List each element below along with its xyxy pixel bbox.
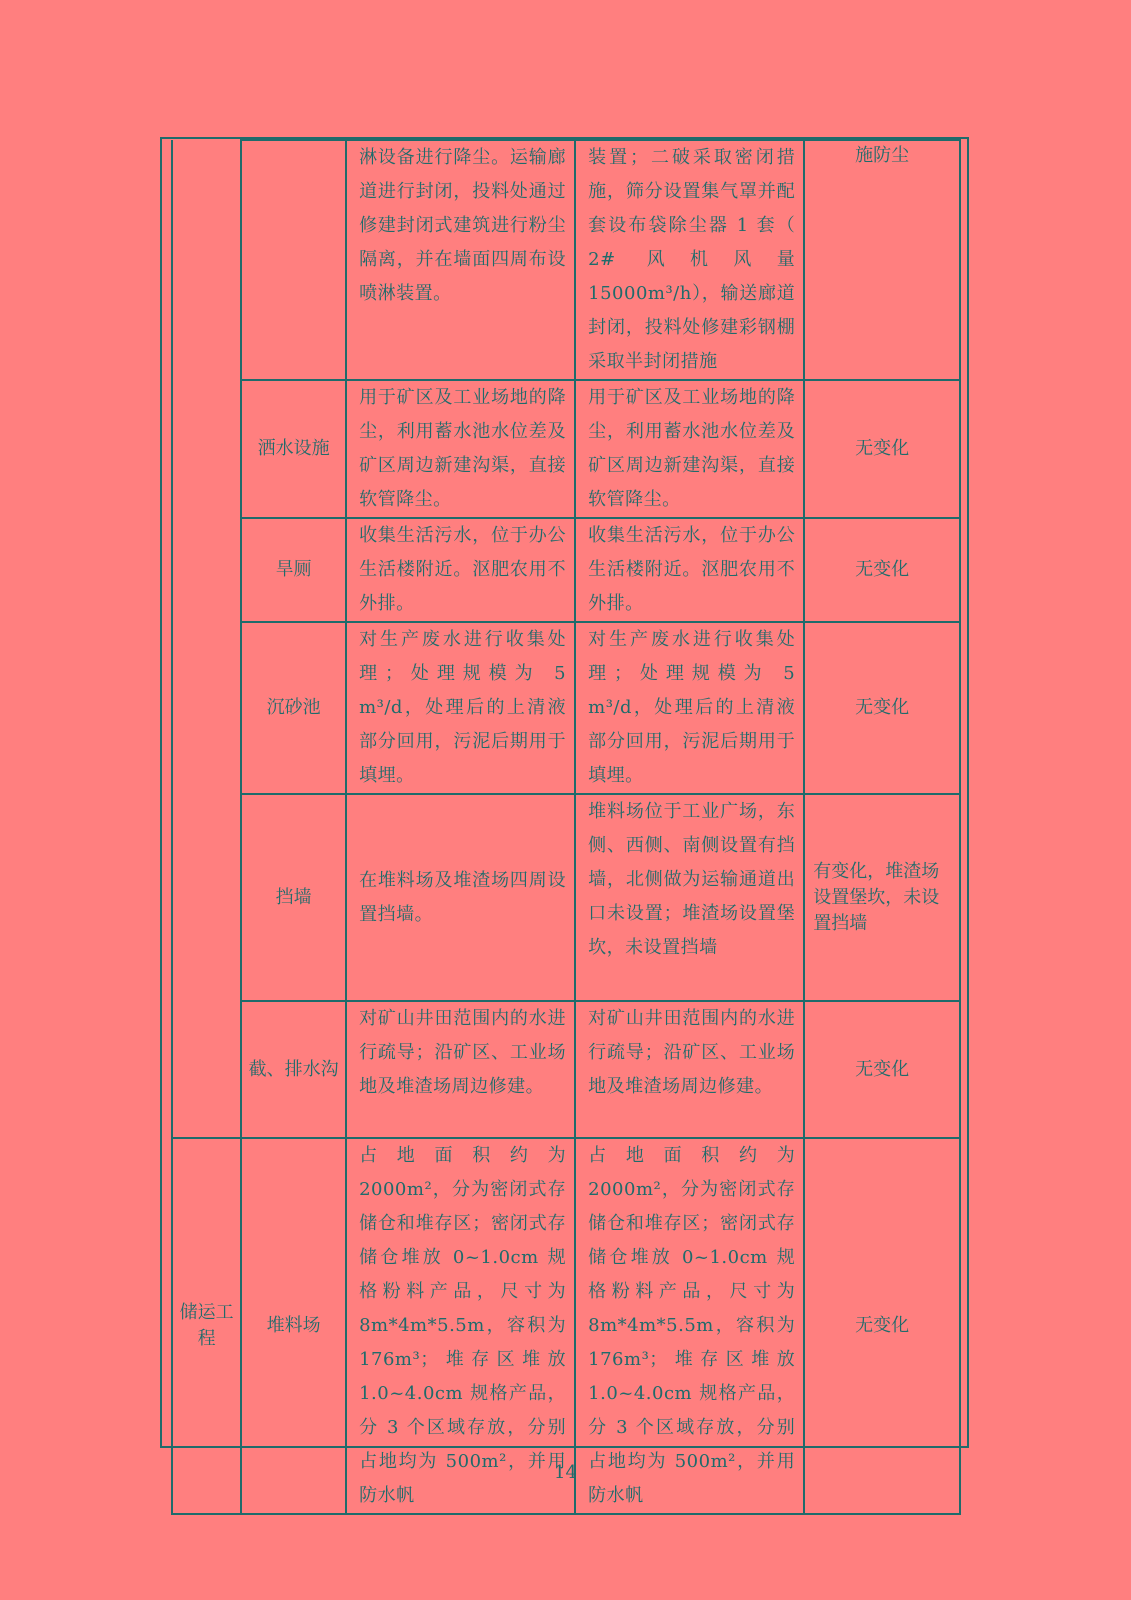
category-cell-environment [172,140,241,1138]
change-cell: 无变化 [804,518,960,622]
item-cell: 洒水设施 [241,380,346,518]
original-cell: 用于矿区及工业场地的降尘，利用蓄水池水位差及矿区周边新建沟渠，直接软管降尘。 [346,380,575,518]
actual-cell: 占地面积约为 2000m²，分为密闭式存储仓和堆存区；密闭式存储仓堆放 0~1.0cm 规格粉料产品，尺寸为 8m*4m*5.5m，容积为 176m³；堆存区堆放 1.0~4.0cm 规格产品，分 3 个区域存放，分别占地均为 500m²，并用防水帆 [575,1138,804,1514]
original-cell: 淋设备进行降尘。运输廊道进行封闭，投料处通过修建封闭式建筑进行粉尘隔离，并在墙面四周布设喷淋装置。 [346,140,575,380]
change-cell: 施防尘 [804,140,960,380]
actual-cell: 堆料场位于工业广场，东侧、西侧、南侧设置有挡墙，北侧做为运输通道出口未设置；堆渣场设置堡坎，未设置挡墙 [575,794,804,1001]
table-row [172,518,960,622]
table-row [172,140,960,380]
original-cell: 对矿山井田范围内的水进行疏导；沿矿区、工业场地及堆渣场周边修建。 [346,1001,575,1138]
item-cell: 截、排水沟 [241,1001,346,1138]
table-row [172,1138,960,1514]
category-cell: 储运工程 [172,1138,241,1514]
item-cell: 挡墙 [241,794,346,1001]
item-cell: 沉砂池 [241,622,346,794]
original-cell: 对生产废水进行收集处理；处理规模为 5 m³/d，处理后的上清液部分回用，污泥后期用于填埋。 [346,622,575,794]
original-cell: 在堆料场及堆渣场四周设置挡墙。 [346,794,575,1001]
change-cell: 无变化 [804,380,960,518]
change-cell: 无变化 [804,1138,960,1514]
item-cell: 堆料场 [241,1138,346,1514]
page-number: 14 [554,1462,577,1483]
table-row [172,1001,960,1138]
item-cell [241,140,346,380]
original-cell: 收集生活污水，位于办公生活楼附近。沤肥农用不外排。 [346,518,575,622]
table-row [172,794,960,1001]
actual-cell: 对生产废水进行收集处理；处理规模为 5 m³/d，处理后的上清液部分回用，污泥后期用于填埋。 [575,622,804,794]
actual-cell: 对矿山井田范围内的水进行疏导；沿矿区、工业场地及堆渣场周边修建。 [575,1001,804,1138]
table-row [172,622,960,794]
original-cell: 占地面积约为 2000m²，分为密闭式存储仓和堆存区；密闭式存储仓堆放 0~1.0cm 规格粉料产品，尺寸为 8m*4m*5.5m，容积为 176m³；堆存区堆放 1.0~4.0cm 规格产品，分 3 个区域存放，分别占地均为 500m²，并用防水帆 [346,1138,575,1514]
change-cell: 无变化 [804,622,960,794]
table-row [172,380,960,518]
change-cell: 有变化，堆渣场设置堡坎，未设置挡墙 [804,794,960,1001]
actual-cell: 用于矿区及工业场地的降尘，利用蓄水池水位差及矿区周边新建沟渠，直接软管降尘。 [575,380,804,518]
actual-cell: 装置；二破采取密闭措施，筛分设置集气罩并配套设布袋除尘器 1 套（ 2# 风机风量 15000m³/h），输送廊道封闭，投料处修建彩钢棚采取半封闭措施 [575,140,804,380]
comparison-table [171,139,961,1515]
item-cell: 旱厕 [241,518,346,622]
change-cell: 无变化 [804,1001,960,1138]
actual-cell: 收集生活污水，位于办公生活楼附近。沤肥农用不外排。 [575,518,804,622]
